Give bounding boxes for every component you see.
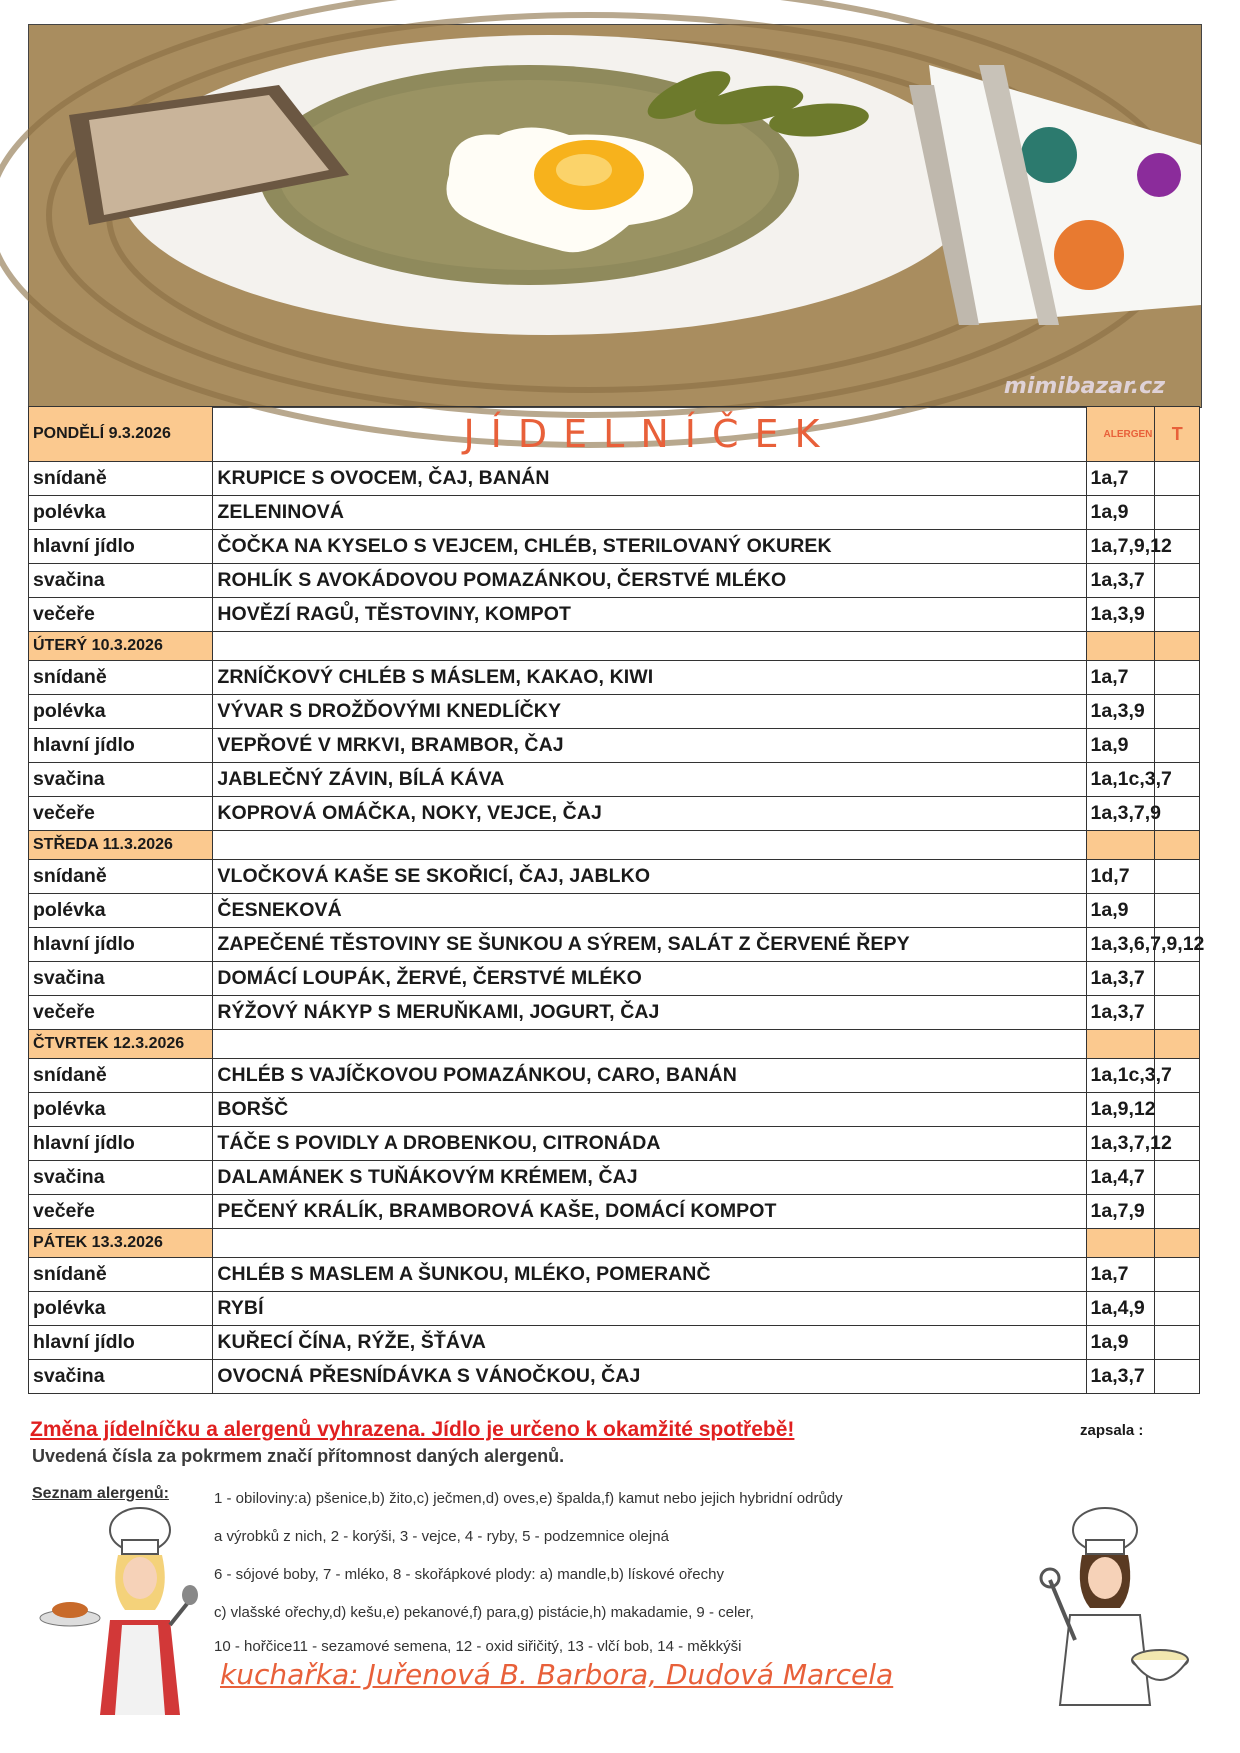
- dish-name: ROHLÍK S AVOKÁDOVOU POMAZÁNKOU, ČERSTVÉ MLÉKO: [213, 564, 1086, 598]
- t-cell: [1155, 996, 1200, 1030]
- menu-table: [28, 406, 1205, 1394]
- allergen-codes: 1a,9: [1086, 729, 1155, 763]
- meal-row: [29, 695, 1200, 729]
- cooks-signature: kuchařka: Juřenová B. Barbora, Dudová Marcela: [220, 1658, 894, 1691]
- allergen-codes: 1a,3,7: [1086, 564, 1155, 598]
- meal-type: snídaně: [29, 1059, 213, 1093]
- meal-row: [29, 1292, 1200, 1326]
- change-warning: Změna jídelníčku a alergenů vyhrazena. Jídlo je určeno k okamžité spotřebě!: [30, 1418, 795, 1441]
- t-cell: [1155, 797, 1200, 831]
- dish-name: ZAPEČENÉ TĚSTOVINY SE ŠUNKOU A SÝREM, SALÁT Z ČERVENÉ ŘEPY: [213, 928, 1086, 962]
- allergen-codes: 1a,1c,3,7: [1086, 763, 1155, 797]
- t-cell: [1155, 962, 1200, 996]
- day-t-cell: [1155, 632, 1200, 661]
- day-allergen-cell: [1086, 632, 1155, 661]
- meal-type: snídaně: [29, 860, 213, 894]
- dish-name: RÝŽOVÝ NÁKYP S MERUŇKAMI, JOGURT, ČAJ: [213, 996, 1086, 1030]
- meal-type: svačina: [29, 763, 213, 797]
- day-label: PÁTEK 13.3.2026: [29, 1229, 213, 1258]
- meal-type: polévka: [29, 1292, 213, 1326]
- t-cell: [1155, 564, 1200, 598]
- meal-row: [29, 530, 1200, 564]
- meal-type: hlavní jídlo: [29, 1326, 213, 1360]
- dish-name: ČOČKA NA KYSELO S VEJCEM, CHLÉB, STERILOVANÝ OKUREK: [213, 530, 1086, 564]
- dish-name: CHLÉB S VAJÍČKOVOU POMAZÁNKOU, CARO, BANÁN: [213, 1059, 1086, 1093]
- allergen-codes: 1a,7,9: [1086, 1195, 1155, 1229]
- meal-row: [29, 729, 1200, 763]
- day-row: [29, 632, 1200, 661]
- allergen-codes: 1a,9: [1086, 1326, 1155, 1360]
- day-blank-cell: [213, 632, 1086, 661]
- allergen-line: a výrobků z nich, 2 - korýši, 3 - vejce, 4 - ryby, 5 - podzemnice olejná: [214, 1528, 669, 1545]
- meal-row: [29, 797, 1200, 831]
- dish-name: HOVĚZÍ RAGŮ, TĚSTOVINY, KOMPOT: [213, 598, 1086, 632]
- allergen-line: 6 - sójové boby, 7 - mléko, 8 - skořápkové plody: a) mandle,b) lískové ořechy: [214, 1566, 724, 1583]
- t-cell: [1155, 1360, 1200, 1394]
- t-cell: [1155, 1093, 1200, 1127]
- meal-row: [29, 860, 1200, 894]
- meal-row: [29, 1326, 1200, 1360]
- header-row: [29, 407, 1200, 462]
- allergen-codes: 1a,3,9: [1086, 695, 1155, 729]
- allergen-codes: 1a,4,9: [1086, 1292, 1155, 1326]
- dish-name: OVOCNÁ PŘESNÍDÁVKA S VÁNOČKOU, ČAJ: [213, 1360, 1086, 1394]
- dish-name: VEPŘOVÉ V MRKVI, BRAMBOR, ČAJ: [213, 729, 1086, 763]
- day-t-cell: [1155, 831, 1200, 860]
- allergen-codes: 1a,3,7,9: [1086, 797, 1155, 831]
- meal-row: [29, 1161, 1200, 1195]
- meal-row: [29, 894, 1200, 928]
- allergen-codes: 1a,7: [1086, 661, 1155, 695]
- allergen-codes: 1d,7: [1086, 860, 1155, 894]
- dish-name: ZRNÍČKOVÝ CHLÉB S MÁSLEM, KAKAO, KIWI: [213, 661, 1086, 695]
- allergen-codes: 1a,3,7,12: [1086, 1127, 1155, 1161]
- food-photo: [28, 24, 1202, 408]
- meal-row: [29, 928, 1200, 962]
- allergen-codes: 1a,3,6,7,9,12: [1086, 928, 1155, 962]
- dish-name: ZELENINOVÁ: [213, 496, 1086, 530]
- t-cell: [1155, 695, 1200, 729]
- meal-row: [29, 1127, 1200, 1161]
- meal-row: [29, 1093, 1200, 1127]
- dish-name: RYBÍ: [213, 1292, 1086, 1326]
- day-allergen-cell: [1086, 831, 1155, 860]
- dish-name: VÝVAR S DROŽĎOVÝMI KNEDLÍČKY: [213, 695, 1086, 729]
- day-row: [29, 1229, 1200, 1258]
- dish-name: DOMÁCÍ LOUPÁK, ŽERVÉ, ČERSTVÉ MLÉKO: [213, 962, 1086, 996]
- dish-name: VLOČKOVÁ KAŠE SE SKOŘICÍ, ČAJ, JABLKO: [213, 860, 1086, 894]
- allergen-codes: 1a,9,12: [1086, 1093, 1155, 1127]
- meal-type: večeře: [29, 1195, 213, 1229]
- day-t-cell: [1155, 1229, 1200, 1258]
- meal-row: [29, 763, 1200, 797]
- day-allergen-cell: [1086, 1030, 1155, 1059]
- t-cell: [1155, 661, 1200, 695]
- dish-name: KOPROVÁ OMÁČKA, NOKY, VEJCE, ČAJ: [213, 797, 1086, 831]
- allergen-codes: 1a,7: [1086, 1258, 1155, 1292]
- meal-type: hlavní jídlo: [29, 1127, 213, 1161]
- meal-type: hlavní jídlo: [29, 729, 213, 763]
- t-cell: [1155, 1326, 1200, 1360]
- day-row: [29, 1030, 1200, 1059]
- meal-row: [29, 462, 1200, 496]
- dish-name: KRUPICE S OVOCEM, ČAJ, BANÁN: [213, 462, 1086, 496]
- allergen-codes: 1a,9: [1086, 496, 1155, 530]
- t-cell: [1155, 462, 1200, 496]
- t-cell: [1155, 860, 1200, 894]
- day-label: ÚTERÝ 10.3.2026: [29, 632, 213, 661]
- day-blank-cell: [213, 1229, 1086, 1258]
- t-column-header: T: [1155, 407, 1200, 462]
- allergen-line: 10 - hořčice11 - sezamové semena, 12 - oxid siřičitý, 13 - vlčí bob, 14 - měkkýši: [214, 1638, 742, 1655]
- day-label: PONDĚLÍ 9.3.2026: [29, 407, 213, 462]
- meal-type: svačina: [29, 564, 213, 598]
- allergen-codes: 1a,3,9: [1086, 598, 1155, 632]
- meal-row: [29, 564, 1200, 598]
- day-allergen-cell: [1086, 1229, 1155, 1258]
- dish-name: ČESNEKOVÁ: [213, 894, 1086, 928]
- meal-type: hlavní jídlo: [29, 928, 213, 962]
- allergen-codes: 1a,9: [1086, 894, 1155, 928]
- chef-woman-illustration: [1020, 1500, 1190, 1710]
- meal-type: polévka: [29, 496, 213, 530]
- meal-type: večeře: [29, 598, 213, 632]
- allergen-line: c) vlašské ořechy,d) kešu,e) pekanové,f) para,g) pistácie,h) makadamie, 9 - celer,: [214, 1604, 754, 1621]
- allergen-list-label: Seznam alergenů:: [32, 1485, 169, 1502]
- t-cell: [1155, 1161, 1200, 1195]
- day-blank-cell: [213, 831, 1086, 860]
- t-cell: [1155, 894, 1200, 928]
- dish-name: BORŠČ: [213, 1093, 1086, 1127]
- meal-type: hlavní jídlo: [29, 530, 213, 564]
- dish-name: JABLEČNÝ ZÁVIN, BÍLÁ KÁVA: [213, 763, 1086, 797]
- day-label: STŘEDA 11.3.2026: [29, 831, 213, 860]
- meal-type: polévka: [29, 1093, 213, 1127]
- t-cell: [1155, 496, 1200, 530]
- allergen-line: 1 - obiloviny:a) pšenice,b) žito,c) ječmen,d) oves,e) špalda,f) kamut nebo jejich hybridní odrůdy: [214, 1490, 843, 1507]
- meal-row: [29, 962, 1200, 996]
- meal-type: polévka: [29, 894, 213, 928]
- allergen-codes: 1a,7,9,12: [1086, 530, 1155, 564]
- lentil-dish-illustration: [29, 25, 1201, 407]
- meal-type: snídaně: [29, 1258, 213, 1292]
- allergen-codes: 1a,3,7: [1086, 962, 1155, 996]
- meal-type: večeře: [29, 797, 213, 831]
- day-t-cell: [1155, 1030, 1200, 1059]
- meal-type: snídaně: [29, 462, 213, 496]
- dish-name: PEČENÝ KRÁLÍK, BRAMBOROVÁ KAŠE, DOMÁCÍ KOMPOT: [213, 1195, 1086, 1229]
- allergen-codes: 1a,7: [1086, 462, 1155, 496]
- written-by-label: zapsala :: [1080, 1422, 1144, 1439]
- allergen-column-header: ALERGEN: [1086, 407, 1155, 462]
- t-cell: [1155, 729, 1200, 763]
- t-cell: [1155, 1292, 1200, 1326]
- dish-name: TÁČE S POVIDLY A DROBENKOU, CITRONÁDA: [213, 1127, 1086, 1161]
- meal-row: [29, 1195, 1200, 1229]
- chef-woman-illustration: [40, 1500, 210, 1720]
- meal-type: svačina: [29, 1161, 213, 1195]
- t-cell: [1155, 1195, 1200, 1229]
- dish-name: KUŘECÍ ČÍNA, RÝŽE, ŠŤÁVA: [213, 1326, 1086, 1360]
- meal-row: [29, 496, 1200, 530]
- allergen-codes: 1a,3,7: [1086, 996, 1155, 1030]
- allergen-codes: 1a,1c,3,7: [1086, 1059, 1155, 1093]
- day-label: ČTVRTEK 12.3.2026: [29, 1030, 213, 1059]
- t-cell: [1155, 1258, 1200, 1292]
- meal-row: [29, 598, 1200, 632]
- meal-type: polévka: [29, 695, 213, 729]
- meal-row: [29, 1360, 1200, 1394]
- meal-type: svačina: [29, 1360, 213, 1394]
- meal-type: snídaně: [29, 661, 213, 695]
- allergen-codes: 1a,3,7: [1086, 1360, 1155, 1394]
- day-row: [29, 831, 1200, 860]
- dish-name: DALAMÁNEK S TUŇÁKOVÝM KRÉMEM, ČAJ: [213, 1161, 1086, 1195]
- allergen-note: Uvedená čísla za pokrmem značí přítomnost daných alergenů.: [32, 1446, 565, 1466]
- meal-type: večeře: [29, 996, 213, 1030]
- t-cell: [1155, 598, 1200, 632]
- allergen-codes: 1a,4,7: [1086, 1161, 1155, 1195]
- meal-row: [29, 996, 1200, 1030]
- page-title: JÍDELNÍČEK: [213, 407, 1086, 462]
- meal-row: [29, 1059, 1200, 1093]
- meal-row: [29, 1258, 1200, 1292]
- meal-type: svačina: [29, 962, 213, 996]
- watermark: mimibazar.cz: [1003, 374, 1165, 399]
- day-blank-cell: [213, 1030, 1086, 1059]
- meal-row: [29, 661, 1200, 695]
- dish-name: CHLÉB S MASLEM A ŠUNKOU, MLÉKO, POMERANČ: [213, 1258, 1086, 1292]
